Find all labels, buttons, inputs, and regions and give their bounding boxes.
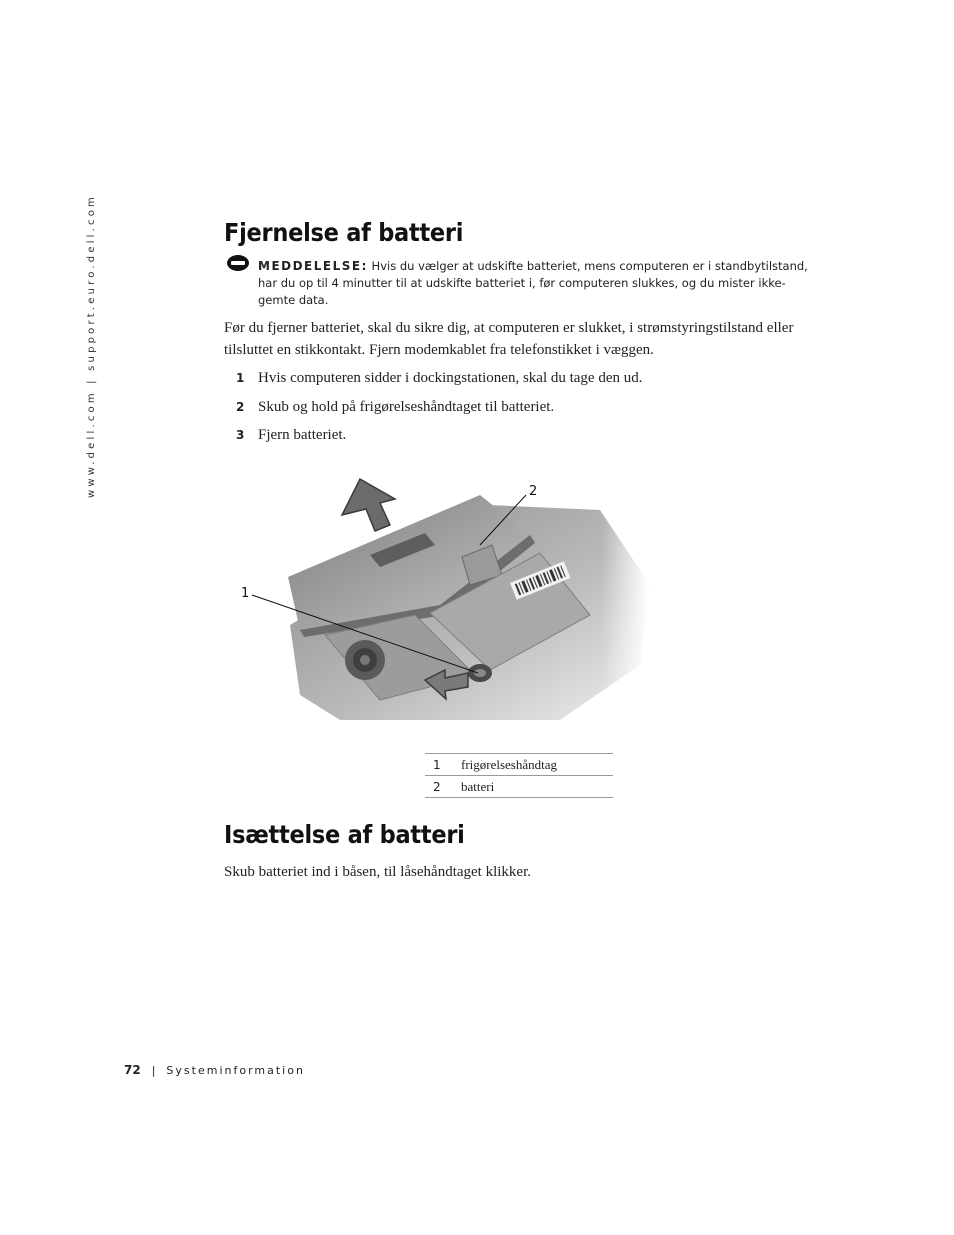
notice-label: MEDDELELSE:	[258, 259, 368, 273]
step-number: 3	[236, 428, 245, 442]
section-title-insert: Isættelse af batteri	[224, 820, 465, 849]
figure-legend	[425, 753, 613, 798]
step-text: Fjern batteriet.	[258, 427, 347, 443]
section-title-remove: Fjernelse af batteri	[224, 218, 464, 247]
step-item	[236, 370, 643, 387]
page-footer	[124, 1063, 305, 1077]
intro-paragraph: Før du fjerner batteriet, skal du sikre dig, at computeren er slukket, i strømstyringstilstand eller tilsluttet en stikkontakt. Fjern modemkablet fra telefonstikket i væggen.	[224, 320, 794, 358]
step-item	[236, 399, 554, 416]
legend-number: 1	[425, 754, 461, 776]
legend-row	[425, 754, 613, 776]
legend-label: batteri	[461, 776, 613, 798]
footer-section: Systeminformation	[166, 1064, 305, 1077]
notice-body: Hvis du vælger at udskifte batteriet, mens computeren er i standbytilstand, har du op til 4 minutter til at udskifte batteriet i, før computeren slukkes, og du mister ikke-gemte data.	[258, 259, 808, 307]
callout-1: 1	[241, 586, 250, 601]
sidebar-url: www.dell.com | support.euro.dell.com	[86, 194, 97, 498]
legend-label: frigørelseshåndtag	[461, 754, 613, 776]
step-text: Hvis computeren sidder i dockingstationen, skal du tage den ud.	[258, 370, 643, 386]
callout-2: 2	[529, 484, 538, 499]
notice-text	[258, 258, 818, 309]
legend-row	[425, 776, 613, 798]
page-number: 72	[124, 1063, 141, 1077]
step-text: Skub og hold på frigørelseshåndtaget til batteriet.	[258, 399, 555, 415]
insert-paragraph: Skub batteriet ind i båsen, til låsehåndtaget klikker.	[224, 864, 532, 880]
step-number: 2	[236, 400, 245, 414]
legend-number: 2	[425, 776, 461, 798]
battery-removal-illustration	[230, 465, 650, 740]
notice-icon	[226, 254, 250, 272]
footer-separator: |	[151, 1064, 156, 1077]
step-number: 1	[236, 371, 245, 385]
step-item	[236, 427, 346, 444]
